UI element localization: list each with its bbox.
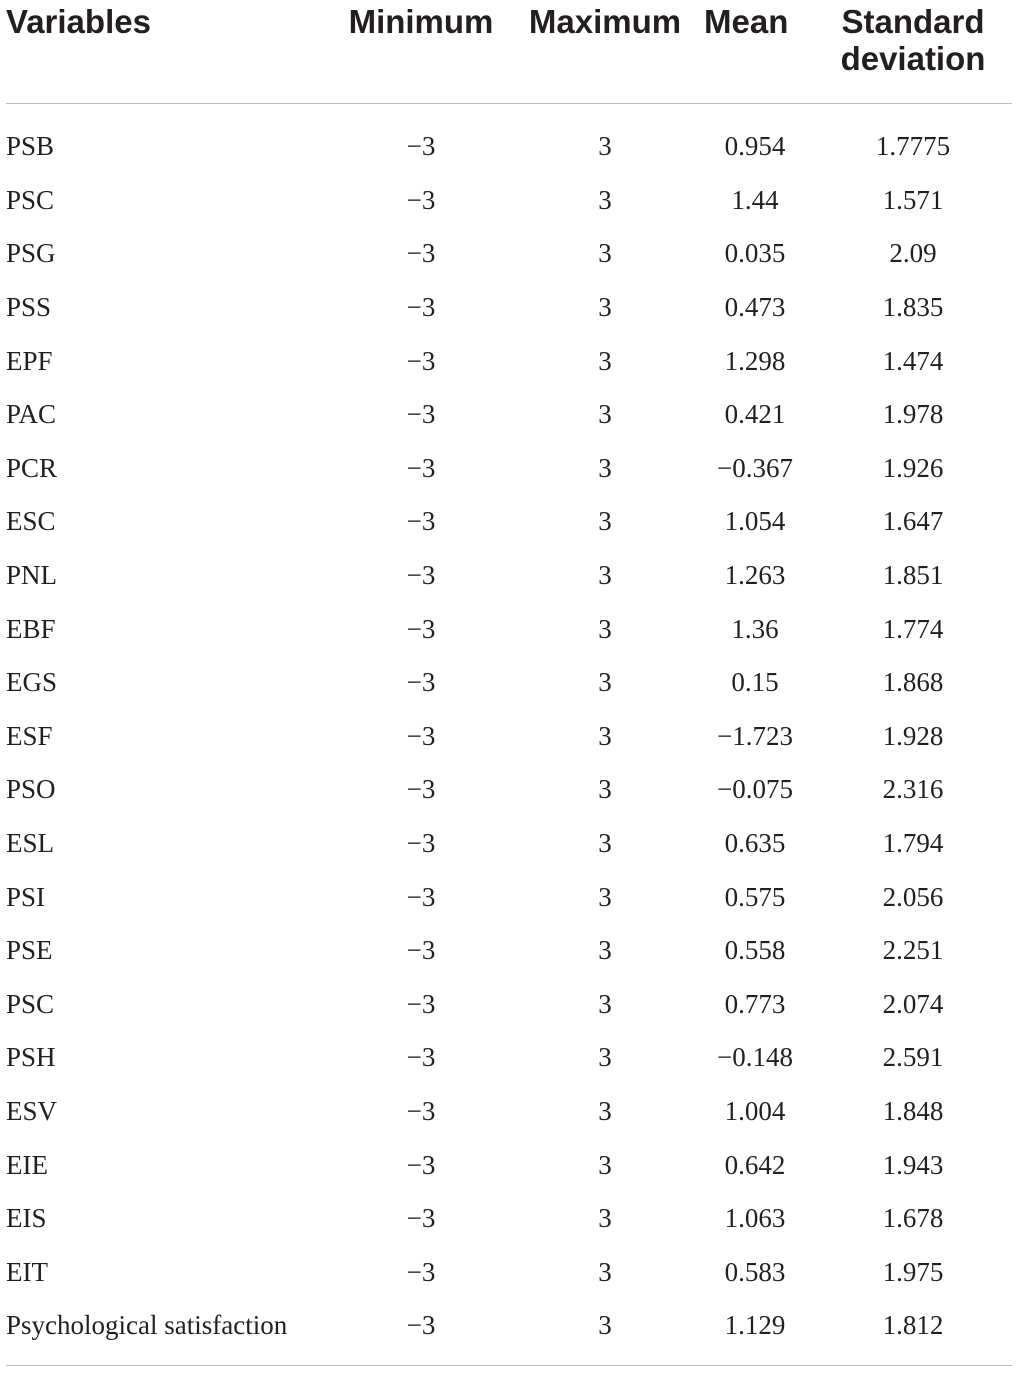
cell-minimum: −3 [328,1299,514,1365]
cell-mean: 0.558 [724,935,786,966]
table-row [6,104,1012,174]
cell-standard-deviation: 1.812 [814,1299,1012,1365]
table-row [6,1192,1012,1246]
cell-mean: −1.723 [717,720,793,751]
cell-mean: −0.148 [717,1042,793,1073]
cell-maximum: 3 [598,345,612,376]
cell-minimum: −3 [406,988,436,1019]
cell-mean: 0.575 [724,881,786,912]
cell-variable: EBF [6,613,56,644]
cell-minimum: −3 [406,1042,436,1073]
cell-variable: PSC [6,988,55,1019]
cell-mean: 1.298 [724,345,786,376]
cell-variable: EGS [6,667,58,698]
table-row [6,1138,1012,1192]
cell-maximum: 3 [598,452,612,483]
cell-maximum: 3 [598,613,612,644]
table-row [6,870,1012,924]
cell-mean: 0.954 [724,131,786,162]
cell-maximum: 3 [598,238,612,269]
cell-standard-deviation: 2.251 [882,935,944,966]
table-row [6,817,1012,871]
cell-standard-deviation: 1.7775 [875,131,951,162]
cell-variable: PSC [6,184,55,215]
cell-minimum: −3 [406,881,436,912]
cell-standard-deviation: 1.571 [882,184,944,215]
cell-mean: 1.004 [724,1095,786,1126]
table-row [6,1031,1012,1085]
cell-standard-deviation: 1.678 [882,1203,944,1234]
cell-variable: PAC [6,399,57,430]
cell-maximum: 3 [598,774,612,805]
cell-mean: 0.421 [724,399,786,430]
cell-standard-deviation: 1.474 [882,345,944,376]
cell-variable: PNL [6,560,58,591]
header-maximum: Maximum [514,0,696,104]
cell-minimum: −3 [406,560,436,591]
cell-mean: −0.367 [717,452,793,483]
cell-standard-deviation: 1.943 [882,1149,944,1180]
table-row [6,227,1012,281]
cell-variable: EPF [6,345,53,376]
table-row [6,334,1012,388]
table-row [6,978,1012,1032]
cell-variable: PSB [6,131,55,162]
cell-variable: ESF [6,720,53,751]
header-row [6,0,1012,104]
cell-variable: PSE [6,935,53,966]
table-row [6,656,1012,710]
cell-maximum: 3 [598,828,612,859]
table-row [6,1245,1012,1299]
cell-mean: 1.263 [724,560,786,591]
header-variables: Variables [6,0,328,104]
table-row [6,602,1012,656]
cell-standard-deviation: 2.09 [889,238,937,269]
cell-standard-deviation: 2.591 [882,1042,944,1073]
header-sd-line2: deviation [840,40,986,77]
cell-minimum: −3 [406,774,436,805]
cell-mean: 0.773 [724,988,786,1019]
cell-maximum: 3 [598,1203,612,1234]
cell-standard-deviation: 1.868 [882,667,944,698]
cell-minimum: −3 [406,184,436,215]
cell-variable: ESC [6,506,56,537]
cell-mean: 0.035 [724,238,786,269]
cell-standard-deviation: 1.851 [882,560,944,591]
cell-minimum: −3 [406,506,436,537]
cell-variable: ESL [6,828,55,859]
header-minimum: Minimum [328,0,514,104]
cell-minimum: −3 [406,399,436,430]
cell-minimum: −3 [406,935,436,966]
cell-minimum: −3 [406,452,436,483]
cell-standard-deviation: 1.835 [882,292,944,323]
cell-standard-deviation: 1.978 [882,399,944,430]
cell-minimum: −3 [406,613,436,644]
cell-maximum: 3 [598,131,612,162]
cell-maximum: 3 [598,667,612,698]
cell-minimum: −3 [406,667,436,698]
cell-variable: EIS [6,1203,47,1234]
cell-mean: 1.063 [724,1203,786,1234]
table-header [6,0,1012,104]
cell-maximum: 3 [598,1256,612,1287]
cell-standard-deviation: 1.928 [882,720,944,751]
cell-standard-deviation: 2.056 [882,881,944,912]
cell-maximum: 3 [514,1299,696,1365]
cell-variable: PSH [6,1042,56,1073]
header-standard-deviation [814,0,1012,104]
cell-maximum: 3 [598,399,612,430]
cell-maximum: 3 [598,560,612,591]
cell-minimum: −3 [406,1203,436,1234]
cell-minimum: −3 [406,345,436,376]
cell-variable: PSI [6,881,46,912]
cell-maximum: 3 [598,1095,612,1126]
cell-maximum: 3 [598,1042,612,1073]
cell-variable: EIT [6,1256,48,1287]
header-sd-line1: Standard [841,3,985,40]
cell-standard-deviation: 2.074 [882,988,944,1019]
table-body [6,104,1012,1366]
table-row [6,495,1012,549]
cell-minimum: −3 [406,828,436,859]
cell-mean: −0.075 [717,774,793,805]
cell-mean: 1.054 [724,506,786,537]
cell-variable: ESV [6,1095,58,1126]
table-row [6,281,1012,335]
table-row [6,763,1012,817]
table-row [6,549,1012,603]
cell-standard-deviation: 1.848 [882,1095,944,1126]
cell-mean: 0.473 [724,292,786,323]
cell-variable: Psychological satisfaction [6,1299,328,1365]
descriptive-statistics-table-container [6,0,1012,1366]
cell-standard-deviation: 2.316 [882,774,944,805]
cell-minimum: −3 [406,1256,436,1287]
cell-mean: 0.642 [724,1149,786,1180]
table-row [6,710,1012,764]
cell-minimum: −3 [406,1095,436,1126]
cell-minimum: −3 [406,292,436,323]
descriptive-statistics-table [6,0,1012,1366]
cell-minimum: −3 [406,238,436,269]
cell-mean: 0.635 [724,828,786,859]
table-row [6,388,1012,442]
cell-maximum: 3 [598,292,612,323]
cell-variable: EIE [6,1149,48,1180]
cell-standard-deviation: 1.647 [882,506,944,537]
table-row [6,174,1012,228]
cell-variable: PSG [6,238,56,269]
cell-minimum: −3 [406,720,436,751]
cell-variable: PCR [6,452,58,483]
cell-standard-deviation: 1.975 [882,1256,944,1287]
header-mean: Mean [696,0,814,104]
cell-variable: PSO [6,774,56,805]
cell-standard-deviation: 1.926 [882,452,944,483]
cell-variable: PSS [6,292,52,323]
cell-mean: 0.15 [731,667,779,698]
cell-maximum: 3 [598,881,612,912]
cell-mean: 0.583 [724,1256,786,1287]
cell-mean: 1.129 [696,1299,814,1365]
cell-mean: 1.44 [731,184,779,215]
cell-standard-deviation: 1.794 [882,828,944,859]
table-row [6,924,1012,978]
cell-mean: 1.36 [731,613,779,644]
cell-minimum: −3 [406,1149,436,1180]
cell-maximum: 3 [598,1149,612,1180]
table-row [6,1085,1012,1139]
cell-maximum: 3 [598,720,612,751]
table-row [6,442,1012,496]
cell-minimum: −3 [406,131,436,162]
cell-maximum: 3 [598,935,612,966]
cell-maximum: 3 [598,184,612,215]
table-row [6,1299,1012,1365]
cell-maximum: 3 [598,506,612,537]
cell-maximum: 3 [598,988,612,1019]
cell-standard-deviation: 1.774 [882,613,944,644]
